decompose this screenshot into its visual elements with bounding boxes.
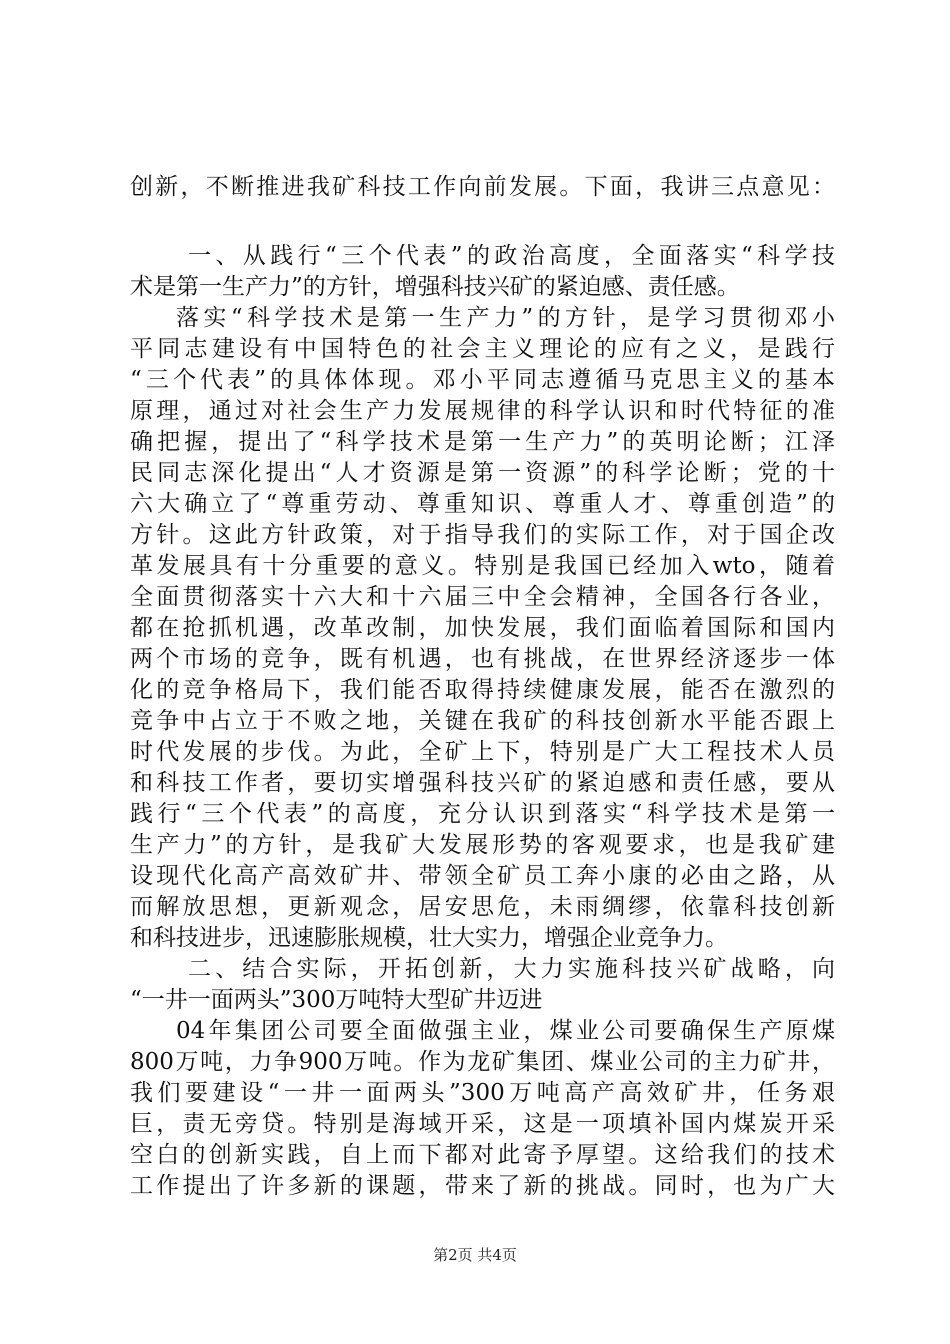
body-line: 而解放思想，更新观念，居安思危，未雨绸缪，依靠科技创新 [130, 894, 835, 920]
body-line: 04年集团公司要全面做强主业，煤业公司要确保生产原煤 [176, 1018, 835, 1044]
body-line: “三个代表”的具体体现。邓小平同志遵循马克思主义的基本 [130, 367, 835, 393]
heading-line: 二、结合实际，开拓创新，大力实施科技兴矿战略，向 [188, 956, 835, 982]
body-line: 和科技工作者，要切实增强科技兴矿的紧迫感和责任感，要从 [130, 770, 835, 796]
body-line: 确把握，提出了“科学技术是第一生产力”的英明论断；江泽 [130, 429, 835, 455]
body-line: 化的竞争格局下，我们能否取得持续健康发展，能否在激烈的 [130, 677, 835, 703]
body-line: 六大确立了“尊重劳动、尊重知识、尊重人才、尊重创造”的 [130, 491, 835, 517]
body-line: 民同志深化提出“人才资源是第一资源”的科学论断；党的十 [130, 460, 835, 486]
body-line: 落实“科学技术是第一生产力”的方针，是学习贯彻邓小 [176, 305, 835, 331]
opening-line: 创新，不断推进我矿科技工作向前发展。下面，我讲三点意见： [130, 174, 835, 200]
body-line: 原理，通过对社会生产力发展规律的科学认识和时代特征的准 [130, 398, 835, 424]
section-1-paragraph [130, 303, 835, 954]
heading-line: 术是第一生产力”的方针，增强科技兴矿的紧迫感、责任感。 [130, 274, 740, 300]
body-line: 生产力”的方针，是我矿大发展形势的客观要求，也是我矿建 [130, 832, 835, 858]
body-line: 方针。这此方针政策，对于指导我们的实际工作，对于国企改 [130, 522, 835, 548]
body-line: 空白的创新实践，自上而下都对此寄予厚望。这给我们的技术 [130, 1142, 835, 1168]
body-line: 革发展具有十分重要的意义。特别是我国已经加入wto，随着 [130, 553, 835, 579]
body-line: 两个市场的竞争，既有机遇，也有挑战，在世界经济逐步一体 [130, 646, 835, 672]
page-number-label: 第2页 共4页 [433, 1246, 517, 1264]
body-line: 时代发展的步伐。为此，全矿上下，特别是广大工程技术人员 [130, 739, 835, 765]
body-line: 全面贯彻落实十六大和十六届三中全会精神，全国各行各业， [130, 584, 835, 610]
body-line: 践行“三个代表”的高度，充分认识到落实“科学技术是第一 [130, 801, 835, 827]
heading-line: 一、从践行“三个代表”的政治高度，全面落实“科学技 [188, 243, 835, 269]
body-text [130, 172, 835, 1202]
heading-line: “一井一面两头”300万吨特大型矿井迈进 [130, 987, 543, 1013]
section-2-paragraph [130, 1016, 835, 1202]
section-1-heading [130, 241, 835, 303]
body-line: 巨，责无旁贷。特别是海域开采，这是一项填补国内煤炭开采 [130, 1111, 835, 1137]
body-line: 平同志建设有中国特色的社会主义理论的应有之义，是践行 [130, 336, 835, 362]
section-2-heading [130, 954, 835, 1016]
page-footer [0, 1244, 950, 1265]
body-line: 800万吨，力争900万吨。作为龙矿集团、煤业公司的主力矿井， [130, 1049, 835, 1075]
body-line: 我们要建设“一井一面两头”300万吨高产高效矿井，任务艰 [130, 1080, 835, 1106]
body-line: 竞争中占立于不败之地，关键在我矿的科技创新水平能否跟上 [130, 708, 835, 734]
paragraph-gap [130, 203, 835, 241]
body-line: 设现代化高产高效矿井、带领全矿员工奔小康的必由之路，从 [130, 863, 835, 889]
body-line: 和科技进步，迅速膨胀规模，壮大实力，增强企业竞争力。 [130, 925, 728, 951]
body-line: 都在抢抓机遇，改革改制，加快发展，我们面临着国际和国内 [130, 615, 835, 641]
body-line: 工作提出了许多新的课题，带来了新的挑战。同时，也为广大 [130, 1173, 835, 1199]
